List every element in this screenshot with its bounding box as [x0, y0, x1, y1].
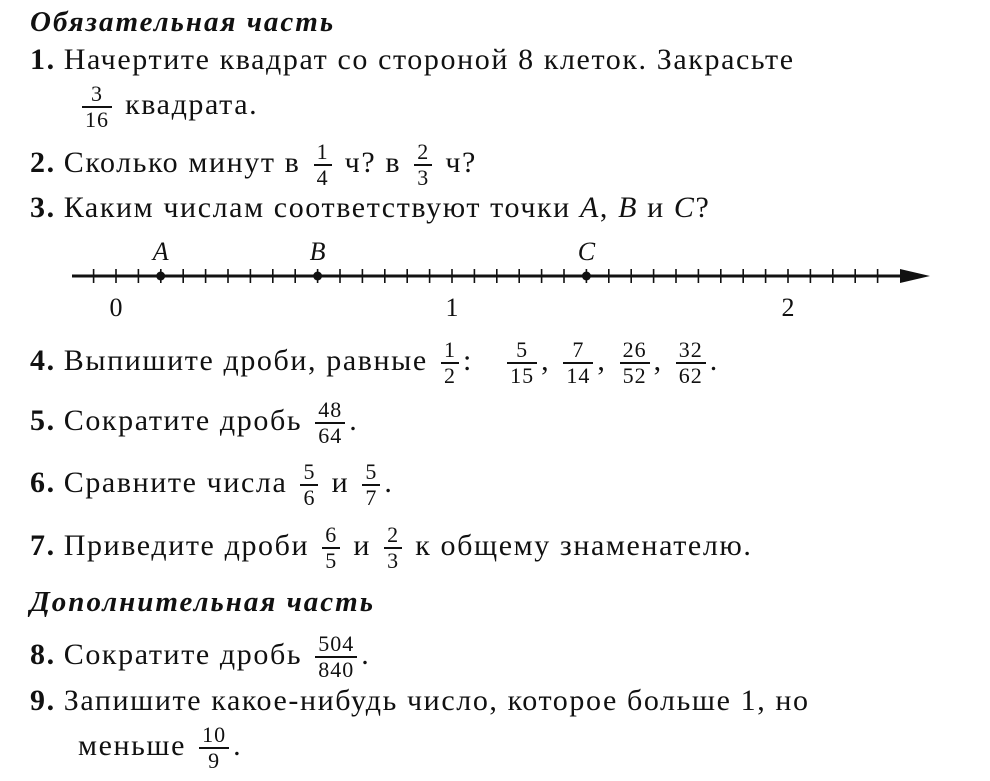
task-6: 6. Сравните числа $\frac{5}{6}$ и $\frac{5}{7}$ .	[30, 459, 394, 510]
task-number: 7.	[30, 528, 56, 562]
point-label: A	[579, 191, 600, 224]
fraction: $\frac{3}{16}$	[82, 82, 112, 132]
fraction: $\frac{5}{7}$	[362, 460, 380, 510]
fraction: $\frac{6}{5}$	[322, 523, 340, 573]
task-2	[30, 140, 976, 190]
fraction: $\frac{2}{3}$	[414, 140, 432, 190]
task-text: Выпишите дроби, равные	[63, 343, 428, 377]
task-text: Сократите дробь	[63, 637, 303, 671]
fraction: $\frac{1}{2}$	[441, 338, 459, 388]
task-text: Начертите квадрат со стороной 8 клеток. Закрасьте	[63, 43, 795, 76]
task-text: Сократите дробь	[63, 403, 303, 437]
point-label: C	[673, 191, 696, 224]
task-4: 4. Выпишите дроби, равные $\frac{1}{2}$ : $\frac{5}{15}$ , $\frac{7}{14}$ , $\frac{26}{52}$ , $\frac{32}{62}$ .	[30, 337, 719, 388]
task-3: 3. Каким числам соответствуют точки A, B и C?	[30, 191, 711, 224]
task-number: 1.	[30, 43, 56, 76]
number-line-points	[151, 237, 596, 281]
task-8: 8. Сократите дробь $\frac{504}{840}$ .	[30, 631, 371, 682]
task-continuation	[78, 82, 258, 132]
task-number: 9.	[30, 684, 56, 717]
task-text: Запишите какое-нибудь число, которое больше 1, но	[63, 684, 810, 717]
task-text: Сравните числа	[63, 465, 288, 499]
fraction: $\frac{1}{4}$	[314, 140, 332, 190]
fraction: $\frac{32}{62}$	[676, 338, 706, 388]
fraction: $\frac{2}{3}$	[384, 523, 402, 573]
section-title-required: Обязательная часть	[30, 6, 336, 38]
fraction: $\frac{26}{52}$	[620, 338, 650, 388]
task-text: к общему знаменателю.	[415, 528, 753, 562]
task-7: 7. Приведите дроби $\frac{6}{5}$ и $\frac{2}{3}$ к общему знаменателю.	[30, 522, 753, 573]
task-text: Приведите дроби	[63, 528, 310, 562]
axis-number-label: 1	[445, 293, 459, 322]
point-label-c: C	[577, 237, 596, 266]
point-label: B	[618, 191, 639, 224]
task-text: Сколько минут в	[63, 145, 301, 179]
task-5: 5. Сократите дробь $\frac{48}{64}$ .	[30, 397, 359, 448]
number-line-numbers	[110, 293, 795, 322]
task-1	[30, 42, 976, 137]
task-number: 8.	[30, 637, 56, 671]
fraction: $\frac{7}{14}$	[563, 338, 593, 388]
axis-number-label: 0	[109, 293, 123, 322]
fraction: $\frac{5}{15}$	[507, 338, 537, 388]
task-text: ч? в	[344, 145, 402, 179]
point-label-a: A	[152, 237, 169, 266]
task-text: ч?	[445, 145, 477, 179]
point-label-b: B	[309, 237, 326, 266]
number-line	[0, 236, 990, 328]
fraction: $\frac{504}{840}$	[315, 632, 357, 682]
fraction: $\frac{48}{64}$	[315, 398, 345, 448]
task-number: 4.	[30, 343, 56, 377]
task-text: меньше	[78, 728, 187, 762]
task-text: Каким числам соответствуют точки	[63, 191, 571, 224]
arrow-head-icon	[900, 269, 930, 283]
task-9	[30, 683, 976, 778]
axis-number-label: 2	[781, 293, 795, 322]
section-title-additional: Дополнительная часть	[30, 586, 375, 618]
task-text-tail: квадрата.	[125, 87, 259, 121]
task-number: 3.	[30, 191, 56, 224]
task-number: 2.	[30, 145, 56, 179]
task-number: 6.	[30, 465, 56, 499]
task-continuation: меньше $\frac{10}{9}$ .	[78, 722, 243, 773]
fraction: $\frac{5}{6}$	[300, 460, 318, 510]
task-number: 5.	[30, 403, 56, 437]
fraction: $\frac{10}{9}$	[199, 723, 229, 773]
